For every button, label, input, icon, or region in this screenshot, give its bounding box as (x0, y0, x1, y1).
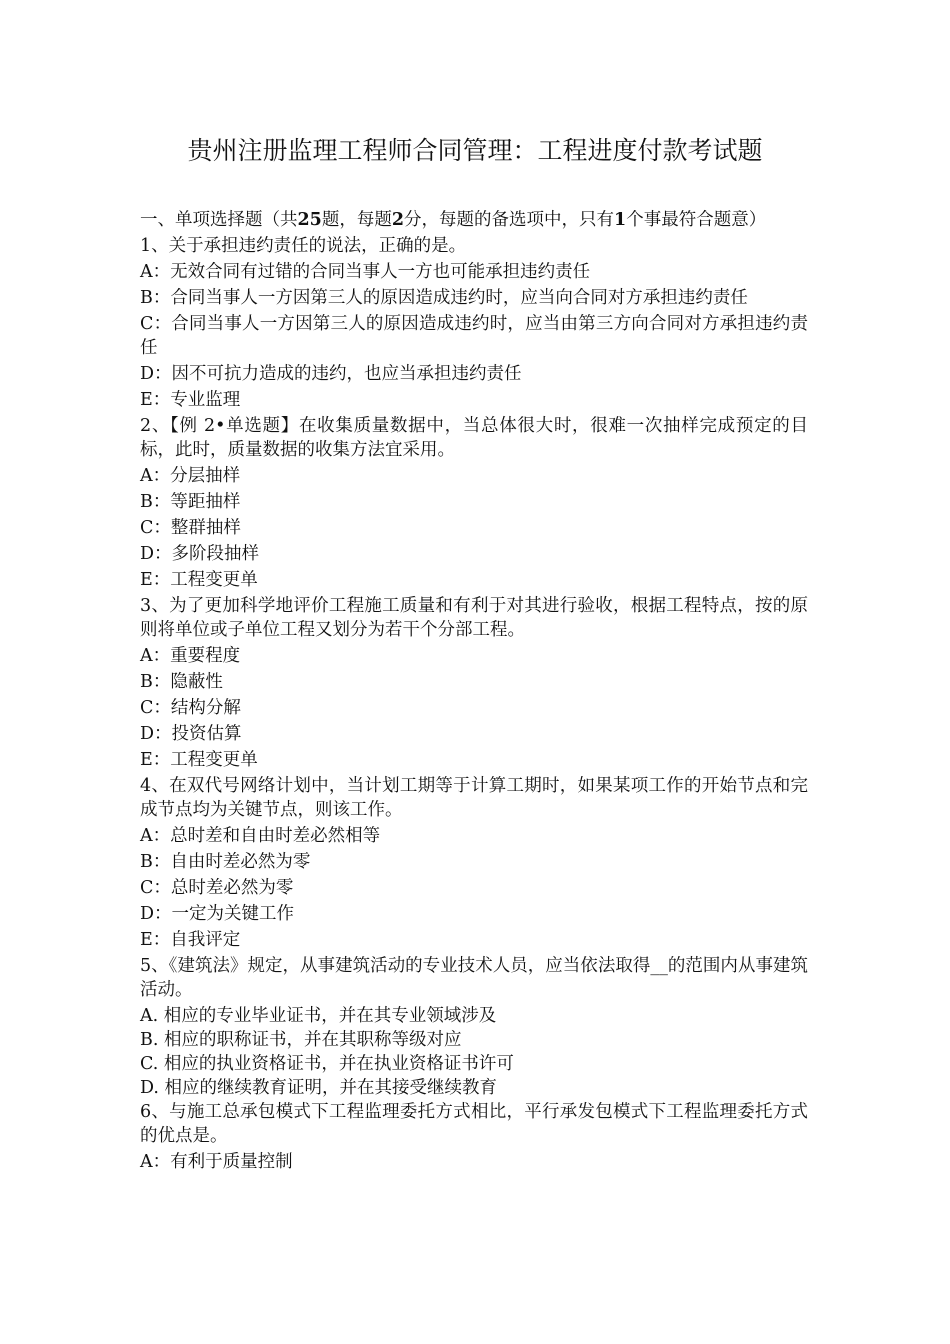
option-b: B：自由时差必然为零 (140, 852, 311, 872)
option-d: D：因不可抗力造成的违约，也应当承担违约责任 (140, 364, 522, 384)
option-c: C：合同当事人一方因第三人的原因造成违约时，应当由第三方向合同对方承担违约责任 (140, 314, 808, 358)
question-stem: 5、《建筑法》规定，从事建筑活动的专业技术人员，应当依法取得__的范围内从事建筑活动。 (140, 956, 808, 1000)
document-title: 贵州注册监理工程师合同管理：工程进度付款考试题 (187, 136, 763, 165)
section-heading-text: 分，每题的备选项中，只有 (404, 210, 615, 230)
option-c: C. 相应的执业资格证书，并在执业资格证书许可 (140, 1054, 514, 1074)
question-stem: 3、为了更加科学地评价工程施工质量和有利于对其进行验收，根据工程特点，按的原则将单位或子单位工程又划分为若干个分部工程。 (140, 596, 808, 640)
question-stem: 6、与施工总承包模式下工程监理委托方式相比，平行承发包模式下工程监理委托方式的优点是。 (140, 1102, 808, 1146)
option-b: B：隐蔽性 (140, 672, 223, 692)
correct-option-count: 1 (614, 210, 627, 230)
option-c: C：结构分解 (140, 698, 241, 718)
points-per-question: 2 (391, 210, 405, 230)
question-stem: 2、【例 2•单选题】在收集质量数据中，当总体很大时，很难一次抽样完成预定的目标，此时，质量数据的收集方法宜采用。 (140, 416, 808, 460)
option-a: A：总时差和自由时差必然相等 (140, 826, 381, 846)
section-heading (140, 208, 808, 234)
option-a: A：重要程度 (140, 646, 241, 666)
question-stem: 1、关于承担违约责任的说法，正确的是。 (140, 236, 467, 256)
document-body (140, 208, 808, 1176)
option-a: A：分层抽样 (140, 466, 241, 486)
option-e: E：工程变更单 (140, 750, 258, 770)
option-d: D. 相应的继续教育证明，并在其接受继续教育 (140, 1078, 498, 1098)
option-c: C：总时差必然为零 (140, 878, 294, 898)
option-d: D：多阶段抽样 (140, 544, 260, 564)
option-d: D：一定为关键工作 (140, 904, 295, 924)
option-b: B：等距抽样 (140, 492, 241, 512)
question-stem: 4、在双代号网络计划中，当计划工期等于计算工期时，如果某项工作的开始节点和完成节点均为关键节点，则该工作。 (140, 776, 808, 820)
option-e: E：工程变更单 (140, 570, 258, 590)
question-count: 25 (297, 210, 322, 230)
option-b: B：合同当事人一方因第三人的原因造成违约时，应当向合同对方承担违约责任 (140, 288, 748, 308)
section-heading-text: 个事最符合题意） (626, 210, 767, 230)
option-a: A：有利于质量控制 (140, 1152, 293, 1172)
section-heading-text: 一、单项选择题（共 (140, 210, 298, 230)
option-a: A：无效合同有过错的合同当事人一方也可能承担违约责任 (140, 262, 591, 282)
option-d: D：投资估算 (140, 724, 242, 744)
section-heading-text: 题，每题 (321, 210, 392, 230)
option-c: C：整群抽样 (140, 518, 241, 538)
option-e: E：自我评定 (140, 930, 241, 950)
option-e: E：专业监理 (140, 390, 241, 410)
option-b: B. 相应的职称证书，并在其职称等级对应 (140, 1030, 462, 1050)
option-a: A. 相应的专业毕业证书，并在其专业领域涉及 (140, 1006, 497, 1026)
